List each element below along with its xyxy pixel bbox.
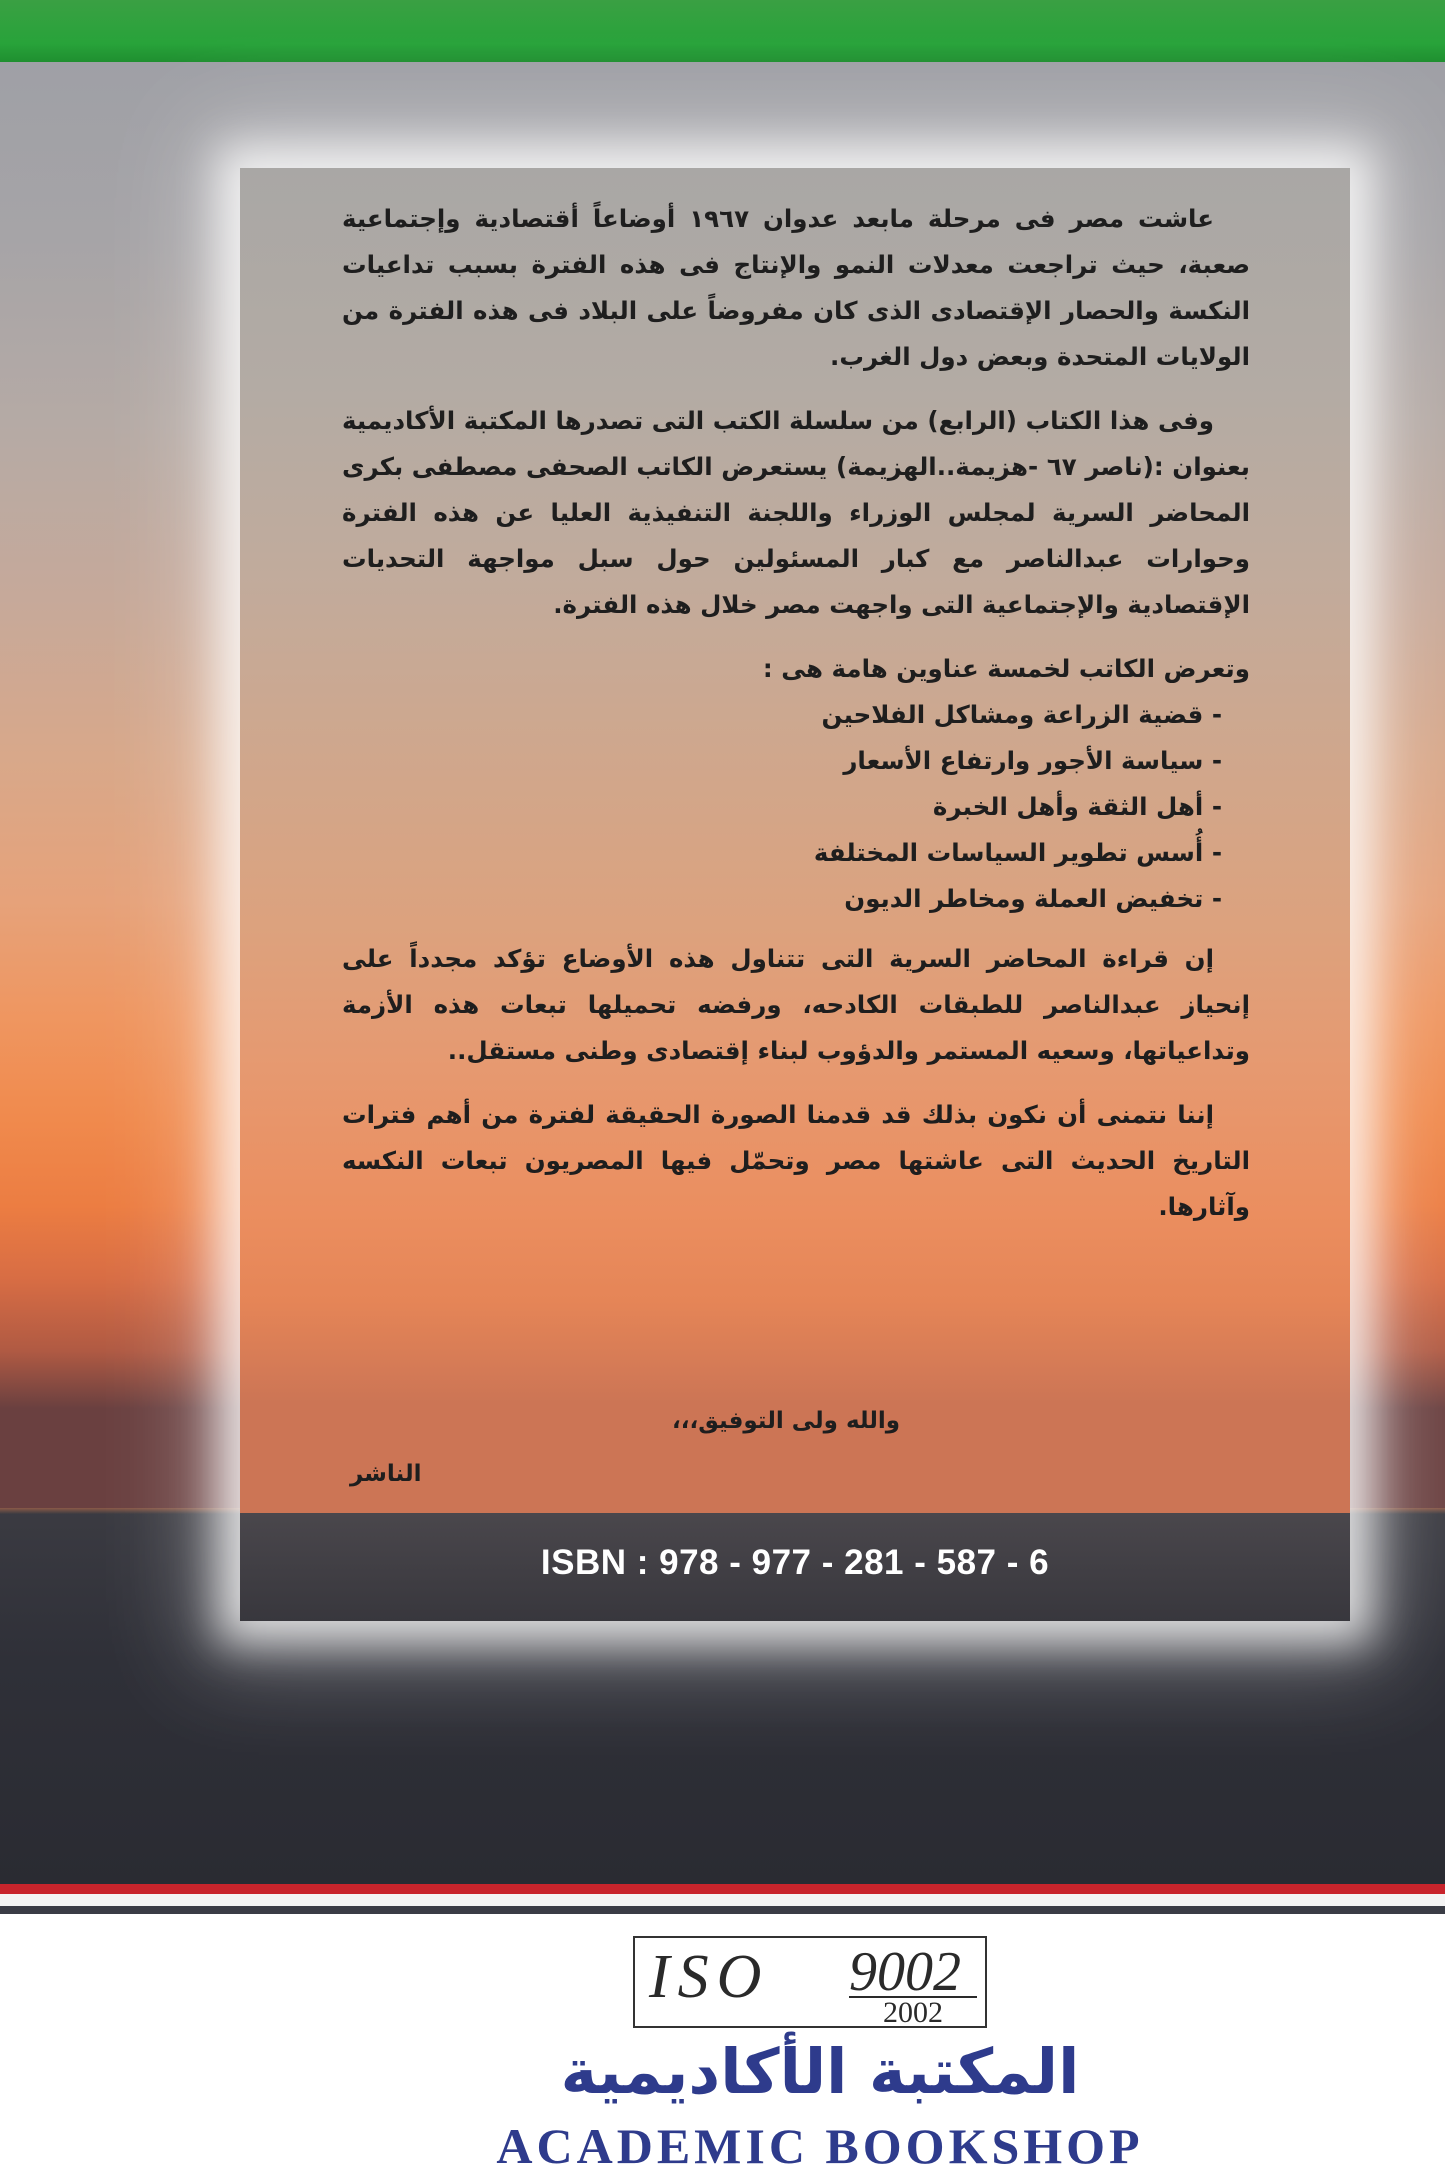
blurb-paragraph-2: وفى هذا الكتاب (الرابع) من سلسلة الكتب التى تصدرها المكتبة الأكاديمية بعنوان :(ناصر ٦٧ -هزيمة..الهزيمة) يستعرض الكاتب الصحفى مصطفى بكرى المحاضر السرية لمجلس الوزراء واللجنة التنفيذية العليا عن هذه الفترة وحوارات عبدالناصر مع كبار المسئولين حول سبل مواجهة التحديات الإقتصادية والإجتماعية التى واجهت مصر خلال هذه الفترة. bbox=[342, 406, 1250, 619]
dark-stripe bbox=[0, 1906, 1445, 1914]
blurb-paragraph-4: إننا نتمنى أن نكون بذلك قد قدمنا الصورة الحقيقة لفترة من أهم فترات التاريخ الحديث التى عاشتها مصر وتحمّل فيها المصريون تبعات النكسه وآثارها. bbox=[342, 1100, 1250, 1221]
topic-item: - قضية الزراعة ومشاكل الفلاحين bbox=[821, 700, 1222, 729]
blurb-panel bbox=[240, 168, 1350, 1621]
top-green-band bbox=[0, 0, 1445, 62]
blurb-paragraph-1: عاشت مصر فى مرحلة مابعد عدوان ١٩٦٧ أوضاعاً أقتصادية وإجتماعية صعبة، حيث تراجعت معدلات النمو والإنتاج فى هذه الفترة بسبب تداعيات النكسة والحصار الإقتصادى الذى كان مفروضاً على البلاد فى هذه الفترة من الولايات المتحدة وبعض دول الغرب. bbox=[342, 204, 1250, 371]
blurb-paragraph-3: إن قراءة المحاضر السرية التى تتناول هذه الأوضاع تؤكد مجدداً على إنحياز عبدالناصر للطبقات الكادحه، ورفضه تحميلها تبعات هذه الأزمة وتداعياتها، وسعيه المستمر والدؤوب لبناء إقتصادى وطنى مستقل.. bbox=[342, 944, 1250, 1065]
isbn-number: ISBN : 978 - 977 - 281 - 587 - 6 bbox=[540, 1543, 1050, 1582]
topic-item: - أُسس تطوير السياسات المختلفة bbox=[813, 838, 1222, 867]
publisher-signature: الناشر bbox=[350, 1461, 422, 1487]
iso-letters: ISO bbox=[649, 1943, 770, 2011]
closing-wish: والله ولى التوفيق،،، bbox=[672, 1408, 901, 1434]
topic-item: - أهل الثقة وأهل الخبرة bbox=[932, 792, 1222, 821]
iso-number: 9002 bbox=[849, 1941, 961, 2003]
blurb-text bbox=[342, 196, 1250, 1248]
red-stripe bbox=[0, 1884, 1445, 1894]
publisher-logo-english: ACADEMIC BOOKSHOP bbox=[496, 2118, 1144, 2174]
iso-year: 2002 bbox=[849, 1996, 977, 2028]
topics-intro: وتعرض الكاتب لخمسة عناوين هامة هى : bbox=[762, 654, 1250, 683]
publisher-logo-arabic: المكتبة الأكاديمية bbox=[560, 2035, 1080, 2108]
topic-item: - تخفيض العملة ومخاطر الديون bbox=[844, 884, 1222, 913]
topic-list bbox=[342, 692, 1250, 922]
iso-certification-badge bbox=[633, 1936, 987, 2028]
white-stripe bbox=[0, 1894, 1445, 1906]
topic-item: - سياسة الأجور وارتفاع الأسعار bbox=[843, 746, 1222, 775]
